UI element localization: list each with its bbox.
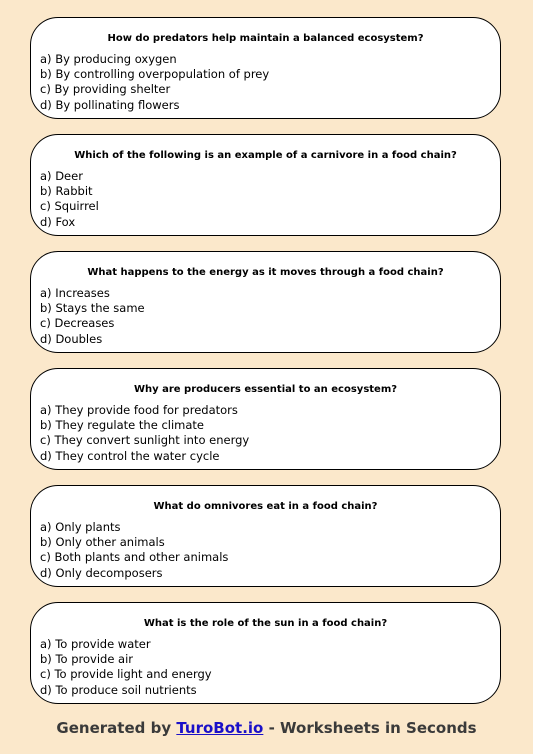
answer-option: a) Increases — [40, 286, 110, 300]
answer-option: c) To provide light and energy — [40, 667, 212, 682]
answer-option: a) To provide water — [40, 637, 151, 651]
answer-option: b) Stays the same — [40, 301, 145, 316]
answer-options — [40, 286, 145, 347]
answer-option: b) Rabbit — [40, 184, 93, 199]
turobot-link[interactable]: TuroBot.io — [176, 719, 264, 737]
answer-option: c) Both plants and other animals — [40, 550, 229, 565]
answer-option: a) They provide food for predators — [40, 403, 238, 417]
question-card — [30, 368, 501, 470]
answer-options — [40, 637, 212, 698]
answer-option: b) By controlling overpopulation of prey — [40, 67, 270, 82]
question-card — [30, 485, 501, 587]
answer-option: a) Deer — [40, 169, 83, 183]
footer — [0, 718, 533, 738]
answer-options — [40, 52, 269, 113]
answer-option: c) By providing shelter — [40, 82, 171, 97]
answer-option: d) They control the water cycle — [40, 448, 220, 463]
question-title: What happens to the energy as it moves through a food chain? — [87, 267, 444, 278]
question-card — [30, 17, 501, 119]
answer-options — [40, 403, 249, 464]
answer-option: c) Squirrel — [40, 199, 99, 214]
answer-option: c) Decreases — [40, 316, 115, 331]
answer-option: d) Only decomposers — [40, 565, 163, 580]
question-card — [30, 134, 501, 236]
answer-option: d) Fox — [40, 214, 76, 229]
answer-option: d) To produce soil nutrients — [40, 682, 197, 697]
answer-option: d) Doubles — [40, 331, 103, 346]
answer-option: d) By pollinating flowers — [40, 97, 180, 112]
answer-option: a) Only plants — [40, 520, 121, 534]
question-title: Which of the following is an example of a carnivore in a food chain? — [74, 150, 457, 161]
footer-prefix: Generated by — [56, 719, 177, 737]
question-title: How do predators help maintain a balanced ecosystem? — [107, 33, 424, 44]
answer-option: c) They convert sunlight into energy — [40, 433, 250, 448]
question-title: What do omnivores eat in a food chain? — [153, 501, 378, 512]
answer-option: b) They regulate the climate — [40, 418, 204, 433]
answer-options — [40, 520, 228, 581]
answer-option: a) By producing oxygen — [40, 52, 177, 66]
question-card — [30, 602, 501, 704]
answer-option: b) To provide air — [40, 652, 134, 667]
footer-suffix: - Worksheets in Seconds — [263, 719, 477, 737]
answer-option: b) Only other animals — [40, 535, 165, 550]
answer-options — [40, 169, 99, 230]
question-title: What is the role of the sun in a food chain? — [143, 618, 388, 629]
question-card — [30, 251, 501, 353]
question-title: Why are producers essential to an ecosystem? — [133, 384, 398, 395]
